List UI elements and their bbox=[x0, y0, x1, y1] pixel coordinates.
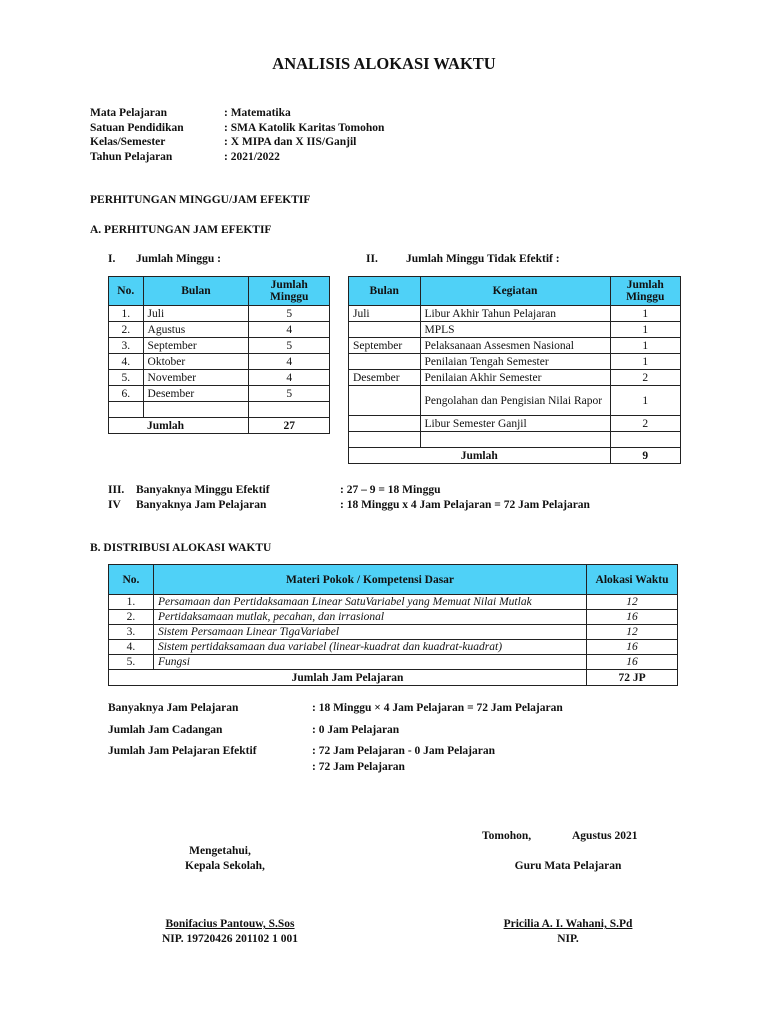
table-header: Bulan bbox=[143, 277, 249, 306]
dist-label: Jumlah Jam Cadangan bbox=[108, 724, 223, 736]
info-value: : 2021/2022 bbox=[224, 150, 280, 163]
info-value: : X MIPA dan X IIS/Ganjil bbox=[224, 136, 357, 149]
table-header: Alokasi Waktu bbox=[587, 565, 678, 595]
table-header: No. bbox=[109, 565, 154, 595]
section-a-heading: A. PERHITUNGAN JAM EFEKTIF bbox=[90, 224, 272, 236]
section-b-heading: B. DISTRIBUSI ALOKASI WAKTU bbox=[90, 542, 272, 554]
table-row: 3. September 5 bbox=[109, 338, 330, 354]
summary-labels: Banyaknya Minggu Efektif Banyaknya Jam Pelajaran bbox=[136, 484, 270, 511]
table-row: 6. Desember 5 bbox=[109, 386, 330, 402]
table-header: Kegiatan bbox=[420, 277, 610, 306]
table-row: 2. Pertidaksamaan mutlak, pecahan, dan irrasional 16 bbox=[109, 610, 678, 625]
info-labels bbox=[90, 106, 184, 164]
table-row bbox=[109, 402, 330, 418]
dist-label: Jumlah Jam Pelajaran Efektif bbox=[108, 745, 257, 757]
dist-value: : 0 Jam Pelajaran bbox=[312, 724, 400, 736]
table-row: Desember Penilaian Akhir Semester 2 bbox=[349, 370, 681, 386]
signature-right-name: Pricilia A. I. Wahani, S.Pd bbox=[503, 918, 633, 930]
part1-label: Jumlah Minggu : bbox=[136, 253, 221, 265]
table-header: No. bbox=[109, 277, 144, 306]
table-total-row: Jumlah 9 bbox=[349, 448, 681, 464]
signature-left-nip: NIP. 19720426 201102 1 001 bbox=[162, 933, 298, 945]
dist-label: Banyaknya Jam Pelajaran bbox=[108, 702, 239, 714]
part2-num: II. bbox=[366, 253, 378, 265]
dist-value: : 18 Minggu × 4 Jam Pelajaran = 72 Jam Pelajaran bbox=[312, 702, 563, 714]
signature-right-title: Guru Mata Pelajaran bbox=[514, 860, 622, 872]
signature-date: Agustus 2021 bbox=[572, 830, 638, 842]
info-value: : SMA Katolik Karitas Tomohon bbox=[224, 121, 385, 134]
part1-num: I. bbox=[108, 253, 116, 265]
table-row: 1. Persamaan dan Pertidaksamaan Linear SatuVariabel yang Memuat Nilai Mutlak 12 bbox=[109, 595, 678, 610]
table-header: Jumlah Minggu bbox=[249, 277, 330, 306]
table-row bbox=[349, 432, 681, 448]
table-row: MPLS 1 bbox=[349, 322, 681, 338]
table-header: Materi Pokok / Kompetensi Dasar bbox=[153, 565, 586, 595]
heading-main: PERHITUNGAN MINGGU/JAM EFEKTIF bbox=[90, 194, 311, 206]
info-label: Kelas/Semester bbox=[90, 136, 166, 149]
signature-place: Tomohon, bbox=[482, 830, 532, 842]
table-row: 3. Sistem Persamaan Linear TigaVariabel 12 bbox=[109, 625, 678, 640]
ineffective-weeks-table bbox=[348, 276, 681, 464]
info-values bbox=[224, 106, 384, 164]
page-title: ANALISIS ALOKASI WAKTU bbox=[272, 54, 496, 73]
info-value: : Matematika bbox=[224, 107, 291, 119]
table-row: Juli Libur Akhir Tahun Pelajaran 1 bbox=[349, 306, 681, 322]
table-header: Jumlah Minggu bbox=[610, 277, 681, 306]
summary-nums: III. IV bbox=[108, 484, 125, 511]
table-row: 5. Fungsi 16 bbox=[109, 655, 678, 670]
table-row: 2. Agustus 4 bbox=[109, 322, 330, 338]
table-row: Pengolahan dan Pengisian Nilai Rapor 1 bbox=[349, 386, 681, 416]
dist-value: : 72 Jam Pelajaran - 0 Jam Pelajaran bbox=[312, 745, 496, 757]
signature-left-name: Bonifacius Pantouw, S.Sos bbox=[165, 918, 295, 930]
weeks-table bbox=[108, 276, 330, 434]
table-total-row: Jumlah 27 bbox=[109, 418, 330, 434]
info-label: Satuan Pendidikan bbox=[90, 121, 184, 134]
signature-right-nip: NIP. bbox=[557, 933, 579, 945]
table-header: Bulan bbox=[349, 277, 421, 306]
table-total-row: Jumlah Jam Pelajaran 72 JP bbox=[109, 670, 678, 686]
table-row: 4. Oktober 4 bbox=[109, 354, 330, 370]
table-row: Penilaian Tengah Semester 1 bbox=[349, 354, 681, 370]
info-label: Mata Pelajaran bbox=[90, 107, 167, 119]
summary-values: : 27 – 9 = 18 Minggu : 18 Minggu x 4 Jam Pelajaran = 72 Jam Pelajaran bbox=[340, 484, 590, 511]
table-row: Libur Semester Ganjil 2 bbox=[349, 416, 681, 432]
table-row: September Pelaksanaan Assesmen Nasional 1 bbox=[349, 338, 681, 354]
table-row: 5. November 4 bbox=[109, 370, 330, 386]
info-label: Tahun Pelajaran bbox=[90, 150, 173, 163]
table-row: 1. Juli 5 bbox=[109, 306, 330, 322]
table-row: 4. Sistem pertidaksamaan dua variabel (linear-kuadrat dan kuadrat-kuadrat) 16 bbox=[109, 640, 678, 655]
signature-left-line1: Mengetahui, bbox=[189, 845, 251, 857]
signature-left-line2: Kepala Sekolah, bbox=[185, 860, 265, 872]
distribution-table bbox=[108, 564, 678, 686]
part2-label: Jumlah Minggu Tidak Efektif : bbox=[406, 253, 560, 265]
dist-extra: : 72 Jam Pelajaran bbox=[312, 761, 405, 773]
